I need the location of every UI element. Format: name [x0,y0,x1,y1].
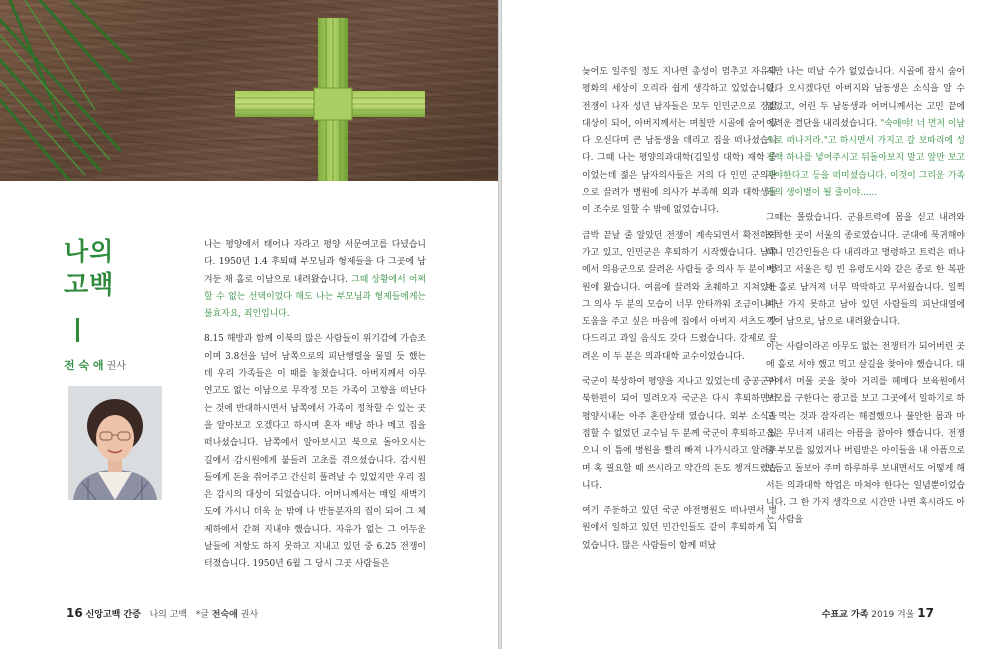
palm-cross-illustration [0,0,498,181]
paragraph: 그때는 몰랐습니다. 군용트럭에 몸을 싣고 내려와 도착한 곳이 서울의 종로였습니다. 군대에 묵귀해야 하니 민간인들은 다 내리라고 명령하고 트럭은 떠나 버리고 서울은 텅 빈 유령도시와 같은 종로 한 복판에 홀로 남겨져 너무 막막하고 무서웠습니다. 일찍 피난 가지 못하고 남아 있던 사람들의 피난대열에 끼어 남으로, 남으로 내려왔습니다. [766,213,965,328]
title-line-1: 나의 [64,237,115,266]
paragraph [204,237,426,323]
right-page-column-2 [766,64,965,530]
highlighted-quote: "숙애야! 너 먼저 이남으로 떠나거라."고 하시면서 가지고 갈 보따리에 성경책 하나를 넣어주시고 뒤돌아보지 말고 앞만 보고 가야한다고 등을 떠미셨습니다. 이것이 그리운 가족과의 생이별이 될 줄이야...... [766,118,965,199]
paragraph: 국군이 북상하여 평양을 지나고 있었는데 중공군이 북한편이 되어 밀려오자 국군은 다시 후퇴하면서 평양시내는 아주 혼란상태 였습니다. 외부 소식을 접할 수 없었던 교수님 두 분께 국군이 후퇴하고 있으니 이 틈에 병원을 빨리 빠져 나가시라고 알려주며 혹 필요할 때 쓰시라고 약간의 돈도 챙겨드렸습니다. [582,377,777,491]
paragraph: 급박 끝날 줄 알았던 전쟁이 계속되면서 확전하여 가고 있고, 인민군은 후퇴하기 시작했습니다. 남쪽에서 의용군으로 끌려온 사람들 중 의사 두 분이 병원에 왔습니다. 여름에 끌려와 초췌하고 지쳐있는 그 의사 두 분의 모습이 너무 안타까워 조금이나마 도움을 주고 싶은 마음에 집에서 아버지 셔츠도 갖다드리고 과일 음식도 갖다 드렸습니다. 강제로 끌려온 이 두 분은 의과대학 교수이었습니다. [582,230,777,362]
credit-role: 권사 [240,610,259,620]
paragraph-text: 나는 평양에서 태어나 자라고 평양 서문여고를 다녔습니다. 1950년 1.4 후퇴때 부모님과 형제들을 다 그곳에 남겨둔 채 홀로 이남으로 내려왔습니다. [204,240,426,285]
magazine-name: 신앙고백 간증 [85,610,141,620]
palm-cross-photo [0,0,498,181]
title-line-2: 고백 [64,270,115,299]
author-role: 권사 [106,361,126,372]
paragraph: 여기 주둔하고 있던 국군 야전병원도 떠나면서 병원에서 일하고 있던 민간인들도 같이 후퇴하게 되었습니다. 많은 사람들이 함께 떠났 [582,506,777,551]
title-divider [76,318,79,342]
paragraph: 8.15 해방과 함께 이북의 많은 사람들이 위기감에 가슴조이며 3.8선을 넘어 남쪽으로의 피난행렬을 물밀 듯 했는데 우리 가족들은 이 때를 놓쳤습니다. 아버지께서 아무 연고도 없는 이남으로 무작정 모든 가족이 고향을 떠난다는 것에 반대하시면서 남쪽에서 가족이 정착할 수 있는 곳을 알아보고 오겠다고 하시며 혼자 배낭 하나 메고 집을 떠나셨습니다. 남쪽에서 알아보시고 북으로 돌아오시는 길에서 감시원에게 붙들려 고초를 겪으셨습니다. 감시원들에게 돈을 쥐어주고 간신히 풀려날 수 있었지만 우리 집은 감시의 대상이 되었습니다. 어머니께서는 매일 새벽기도에 가시니 더욱 눈 밖에 나 반동분자의 집이 되어 그 체제하에서 갇혀 지내야 했습니다. 자유가 없는 그 어두운 날들에 저항도 하지 못하고 지내고 있던 중 6.25 전쟁이 터졌습니다. 1950년 6월 그 당시 그곳 사람들은 [204,334,426,570]
section-name: 나의 고백 [149,610,188,620]
highlighted-text: 그때 상황에서 어쩌할 수 없는 선택이었다 해도 나는 부모님과 형제들에게는 불효자요, 죄인입니다. [204,274,426,320]
left-page-body-column [204,237,426,574]
author-name: 전 숙 애 [64,359,104,372]
right-page [502,0,1000,649]
article-title [64,235,114,301]
author-byline [64,357,126,373]
magazine-name: 수표교 가족 [821,610,869,620]
page-number: 17 [917,606,934,620]
left-page-footer [66,606,258,620]
credit-prefix: *글 [195,610,209,620]
author-portrait [68,386,162,500]
page-number: 16 [66,606,83,620]
left-page [0,0,498,649]
paragraph [766,64,965,202]
paragraph-text: 지만 나는 떠날 수가 없었습니다. 시골에 잠시 숨어있다 오시겠다던 아버지와 남동생은 소식을 알 수 없었고, 어린 두 남동생과 어머니께서는 고민 끝에 어려운 결단을 내리셨습니다. [766,67,965,129]
credit-author: 전숙애 [211,610,238,620]
right-page-footer [822,606,934,620]
right-page-column-1 [582,64,777,555]
issue-label: 2019 겨울 [871,610,915,620]
paragraph: 늦어도 일주일 정도 지나면 총성이 멈추고 자유와 평화의 세상이 오리라 쉽게 생각하고 있었습니다. 전쟁이 나자 성년 남자들은 모두 인민군으로 징집대상이 되어, 아버지께서는 며칠만 시골에 숨어 있다 오신다며 큰 남동생을 데리고 집을 떠나셨습니다. 그때 나는 평양의과대학(김일성 대학) 재학 중이었는데 젊은 남자의사들은 거의 다 인민 군의관으로 끌려가 병원에 의사가 부족해 외과 대학생들이 조수로 일할 수 밖에 없었습니다. [582,67,777,216]
paragraph: 이는 사람이라곤 아무도 없는 전쟁터가 되어버린 곳에 홀로 서야 했고 먹고 살길을 찾아야 했습니다. 대구에서 머물 곳을 찾아 거리를 헤매다 보육원에서 보모를 구한다는 광고를 보고 그곳에서 일하기로 하고 먹는 것과 잠자리는 해결했으나 불안한 몸과 마음은 무너져 내리는 아픔을 참아야 했습니다. 전쟁 중 부모를 잃었거나 버림받은 아이들을 내 아픔으로 보듬고 돌보아 주며 하루하루 보내면서도 어떻게 해서든 의과대학 학업은 마쳐야 한다는 일념뿐이었습니다. 그 한 가지 생각으로 시간만 나면 혹시라도 아는 사람을 [766,342,965,526]
